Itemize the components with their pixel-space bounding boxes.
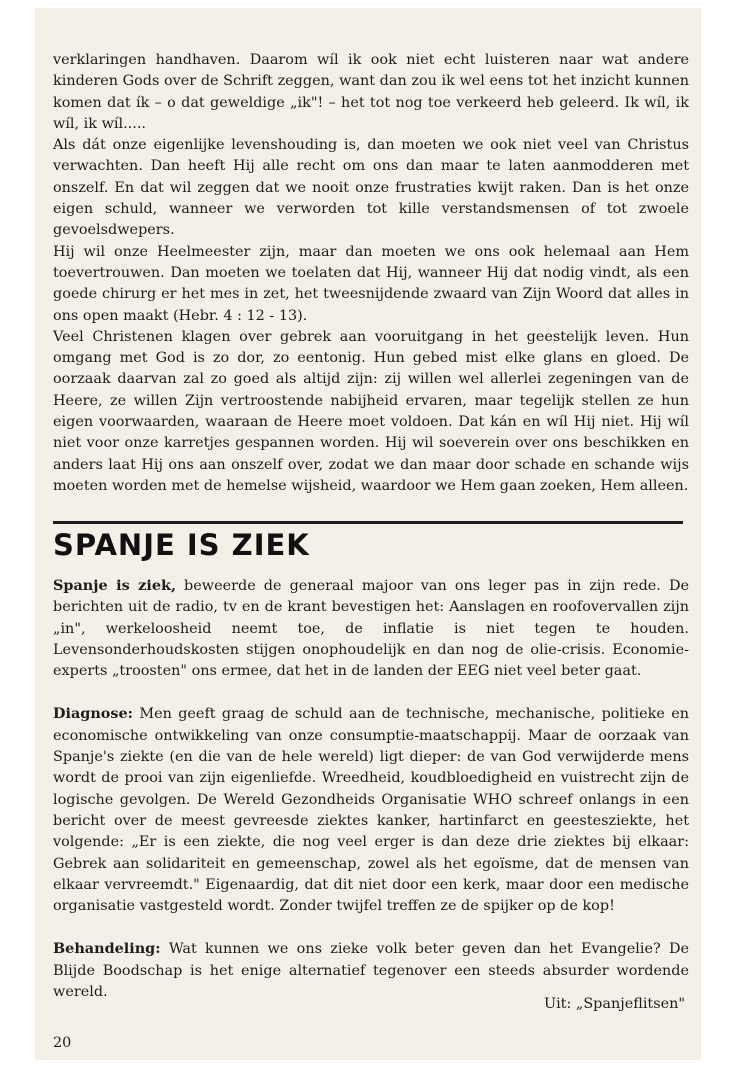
paragraph-1-text: beweerde de generaal majoor van ons leger pas in zijn rede. De berichten uit de radio, tv en de krant bevestigen het: Aanslagen en roofovervallen zijn „in", werkeloosheid neemt toe, de inflatie is niet tegen te houden. Levensonderhoudskosten stijgen onophoudelijk en dan nog de olie-crisis. Economie-experts „troosten" ons ermee, dat het in de landen der EEG niet veel beter gaat. (53, 578, 690, 680)
paragraph-2-lead: Diagnose: (53, 705, 133, 723)
intro-paragraph-3: Hij wil onze Heelmeester zijn, maar dan moeten we ons ook helemaal aan Hem toevertrouwen. Dan moeten we toelaten dat Hij, wanneer Hij dat nodig vindt, als een goede chirurg er het mes in zet, het tweesnijdende zwaard van Zijn Woord dat alles in ons open maakt (Hebr. 4 : 12 - 13). (53, 243, 689, 324)
intro-paragraph-4: Veel Christenen klagen over gebrek aan vooruitgang in het geestelijk leven. Hun omgang met God is zo dor, zo eentonig. Hun gebed mist elke glans en gloed. De oorzaak daarvan zal zo goed als altijd zijn: zij willen wel allerlei zegeningen van de Heere, ze willen Zijn vertroostende nabijheid ervaren, maar tegelijk stellen ze hun eigen voorwaarden, waaraan de Heere moet voldoen. Dat kán en wíl Hij niet. Hij wíl niet voor onze karretjes gespannen worden. Hij wil soeverein over ons beschikken en anders laat Hij ons aan onszelf over, zodat we dan maar door schade en schande wijs moeten worden met de hemelse wijsheid, waardoor we Hem gaan zoeken, Hem alleen. (53, 328, 689, 494)
paragraph-3-lead: Behandeling: (53, 940, 161, 958)
article-paragraph-1 (53, 575, 689, 682)
article-heading: SPANJE IS ZIEK (53, 528, 310, 562)
intro-paragraph-2: Als dát onze eigenlijke levenshouding is, dan moeten we ook niet veel van Christus verwachten. Dan heeft Hij alle recht om ons dan maar te laten aanmodderen met onszelf. En dat wil zeggen dat we nooit onze frustraties kwijt raken. Dan is het onze eigen schuld, wanneer we verworden tot kille verstandsmensen of tot zwoele gevoelsdwepers. (53, 137, 689, 239)
paragraph-2-text: Men geeft graag de schuld aan de technische, mechanische, politieke en economische ontwikkeling van onze consumptie-maatschappij. Maar de oorzaak van Spanje's ziekte (en die van de hele wereld) ligt dieper: de van God verwijderde mens wordt de prooi van zijn eigenliefde. Wreedheid, koudbloedigheid en vuistrecht zijn de logische gevolgen. De Wereld Gezondheids Organisatie WHO schreef onlangs in een bericht over de meest gevreesde ziektes kanker, hartinfarct en geestesziekte, het volgende: „Er is een ziekte, die nog veel erger is dan deze drie ziektes bij elkaar: Gebrek aan solidariteit en gemeenschap, zowel als het egoïsme, dat de mensen van elkaar vervreemdt." Eigenaardig, dat dit niet door een kerk, maar door een medische organisatie vastgesteld wordt. Zonder twijfel treffen ze de spijker op de kop! (53, 706, 689, 915)
paragraph-3-text: Wat kunnen we ons zieke volk beter geven dan het Evangelie? De Blijde Boodschap is het enige alternatief tegenover een steeds absurder wordende wereld. (53, 941, 689, 1001)
article-paragraph-3 (53, 938, 689, 1003)
article-source: Uit: „Spanjeflitsen" (543, 996, 685, 1012)
article-body (53, 575, 689, 1003)
article-paragraph-2 (53, 703, 689, 917)
scan-margin (701, 0, 738, 1068)
document-page (35, 8, 701, 1060)
section-divider (53, 521, 683, 524)
intro-text (53, 50, 689, 497)
intro-paragraph-1: verklaringen handhaven. Daarom wíl ik ook niet echt luisteren naar wat andere kinderen Gods over de Schrift zeggen, want dan zou ik wel eens tot het inzicht kunnen komen dat ík – o dat geweldige „ik"! – het tot nog toe verkeerd heb geleerd. Ik wíl, ik wíl, ik wíl..... (53, 52, 689, 132)
paragraph-1-lead: Spanje is ziek, (53, 577, 176, 594)
page-number: 20 (53, 1035, 72, 1051)
